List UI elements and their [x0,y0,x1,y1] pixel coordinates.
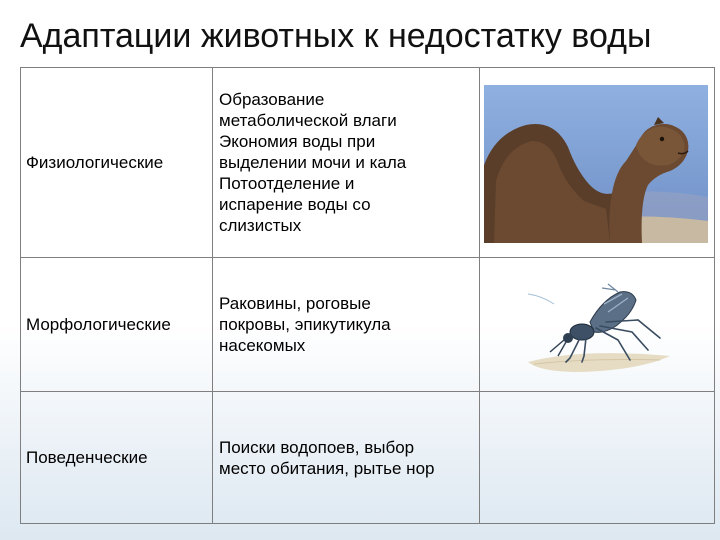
slide-title: Адаптации животных к недостатку воды [20,17,652,55]
description-line: покровы, эпикутикула [219,315,391,334]
category-cell: Физиологические [21,68,213,258]
table-row [21,258,715,392]
description-cell [213,392,480,524]
description-line: Поиски водопоев, выбор [219,437,415,457]
description-line: Потоотделение и [219,174,355,193]
description-cell [213,258,480,392]
table-row [21,68,715,258]
description-line: Образование [219,90,325,109]
beetle-icon [520,282,672,374]
description-line: метаболической влаги [219,111,397,130]
table-row [21,392,715,524]
description-line: испарение воды со [219,195,371,214]
image-cell [480,258,715,392]
camel-icon [484,85,708,243]
adaptations-table [20,67,715,524]
image-cell [480,392,715,524]
description-line: Раковины, роговые [219,294,371,313]
description-line: слизистых [219,216,302,235]
description-line: Экономия воды при [219,132,376,151]
category-cell: Поведенческие [21,392,213,524]
image-cell [480,68,715,258]
description-line: выделении мочи и кала [219,153,407,172]
description-line: место обитания, рытье нор [219,458,435,478]
description-cell [213,68,480,258]
description-line: насекомых [219,336,306,355]
category-cell: Морфологические [21,258,213,392]
